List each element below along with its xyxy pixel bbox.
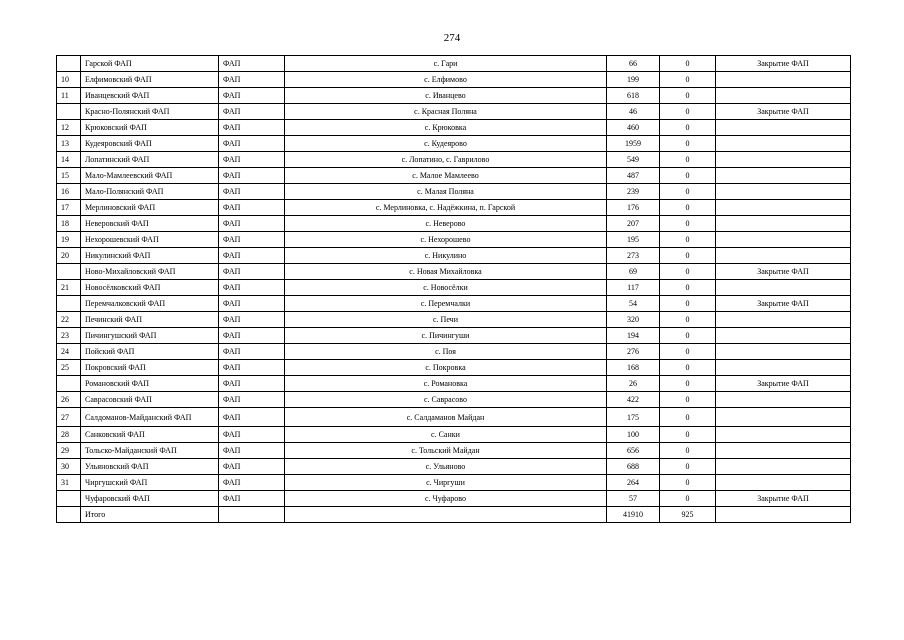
count-cell: 0 (660, 168, 716, 184)
facility-type-cell: ФАП (219, 200, 285, 216)
population-cell: 1959 (607, 136, 660, 152)
table-row (57, 152, 851, 168)
facility-name-cell: Саврасовский ФАП (81, 392, 219, 408)
row-number-cell: 30 (57, 459, 81, 475)
row-number-cell: 12 (57, 120, 81, 136)
settlement-cell: с. Мерлиновка, с. Надёжкина, п. Гарской (285, 200, 607, 216)
table-row (57, 232, 851, 248)
table-row (57, 200, 851, 216)
note-cell (716, 88, 851, 104)
facility-type-cell: ФАП (219, 280, 285, 296)
row-number-cell: 20 (57, 248, 81, 264)
facility-type-cell: ФАП (219, 232, 285, 248)
note-cell (716, 360, 851, 376)
population-cell: 100 (607, 427, 660, 443)
note-cell: Закрытие ФАП (716, 56, 851, 72)
settlement-cell: с. Елфимово (285, 72, 607, 88)
settlement-cell: с. Пичингуши (285, 328, 607, 344)
facility-name-cell: Пойский ФАП (81, 344, 219, 360)
row-number-cell (57, 104, 81, 120)
settlement-cell: с. Лопатино, с. Гаврилово (285, 152, 607, 168)
facility-type-cell: ФАП (219, 216, 285, 232)
facility-type-cell: ФАП (219, 312, 285, 328)
table-row (57, 136, 851, 152)
facility-type-cell: ФАП (219, 88, 285, 104)
count-cell: 0 (660, 264, 716, 280)
facility-type-cell: ФАП (219, 248, 285, 264)
row-number-cell: 14 (57, 152, 81, 168)
row-number-cell: 31 (57, 475, 81, 491)
table-row (57, 507, 851, 523)
table-row (57, 491, 851, 507)
settlement-cell: с. Кудеярово (285, 136, 607, 152)
population-cell: 460 (607, 120, 660, 136)
note-cell (716, 507, 851, 523)
facility-type-cell: ФАП (219, 344, 285, 360)
facility-name-cell: Гарской ФАП (81, 56, 219, 72)
facility-name-cell: Мало-Мамлеевский ФАП (81, 168, 219, 184)
fap-table-body (57, 56, 851, 523)
table-row (57, 328, 851, 344)
note-cell (716, 280, 851, 296)
row-number-cell (57, 296, 81, 312)
settlement-cell: с. Гари (285, 56, 607, 72)
population-cell: 69 (607, 264, 660, 280)
table-row (57, 184, 851, 200)
count-cell: 0 (660, 88, 716, 104)
facility-type-cell: ФАП (219, 427, 285, 443)
facility-type-cell: ФАП (219, 264, 285, 280)
settlement-cell: с. Нехорошево (285, 232, 607, 248)
fap-table (56, 55, 851, 523)
settlement-cell: с. Покровка (285, 360, 607, 376)
count-cell: 0 (660, 56, 716, 72)
note-cell: Закрытие ФАП (716, 264, 851, 280)
count-cell: 0 (660, 72, 716, 88)
count-cell: 0 (660, 216, 716, 232)
population-cell: 239 (607, 184, 660, 200)
population-cell: 320 (607, 312, 660, 328)
facility-name-cell: Елфимовский ФАП (81, 72, 219, 88)
settlement-cell: с. Красная Поляна (285, 104, 607, 120)
table-row (57, 248, 851, 264)
note-cell (716, 427, 851, 443)
note-cell (716, 72, 851, 88)
facility-name-cell: Салдоманов-Майданский ФАП (81, 408, 219, 427)
note-cell (716, 392, 851, 408)
row-number-cell: 15 (57, 168, 81, 184)
settlement-cell: с. Малая Поляна (285, 184, 607, 200)
note-cell: Закрытие ФАП (716, 376, 851, 392)
facility-name-cell: Покровский ФАП (81, 360, 219, 376)
facility-name-cell: Неверовский ФАП (81, 216, 219, 232)
settlement-cell: с. Чуфарово (285, 491, 607, 507)
page-number: 274 (443, 32, 461, 44)
row-number-cell: 17 (57, 200, 81, 216)
population-cell: 656 (607, 443, 660, 459)
population-cell: 26 (607, 376, 660, 392)
note-cell (716, 200, 851, 216)
table-row (57, 459, 851, 475)
count-cell: 0 (660, 296, 716, 312)
facility-type-cell: ФАП (219, 360, 285, 376)
table-row (57, 168, 851, 184)
settlement-cell (285, 507, 607, 523)
facility-name-cell: Мало-Полянский ФАП (81, 184, 219, 200)
population-cell: 117 (607, 280, 660, 296)
population-cell: 422 (607, 392, 660, 408)
row-number-cell: 25 (57, 360, 81, 376)
facility-name-cell: Чуфаровский ФАП (81, 491, 219, 507)
table-row (57, 344, 851, 360)
population-cell: 487 (607, 168, 660, 184)
note-cell (716, 459, 851, 475)
count-cell: 0 (660, 408, 716, 427)
facility-type-cell (219, 507, 285, 523)
population-cell: 176 (607, 200, 660, 216)
count-cell: 0 (660, 491, 716, 507)
note-cell (716, 232, 851, 248)
table-row (57, 216, 851, 232)
population-cell: 168 (607, 360, 660, 376)
note-cell (716, 312, 851, 328)
table-row (57, 104, 851, 120)
table-row (57, 56, 851, 72)
facility-name-cell: Нехорошевский ФАП (81, 232, 219, 248)
row-number-cell: 22 (57, 312, 81, 328)
facility-name-cell: Ново-Михайловский ФАП (81, 264, 219, 280)
facility-name-cell: Иванцевский ФАП (81, 88, 219, 104)
facility-name-cell: Мерлиновский ФАП (81, 200, 219, 216)
facility-name-cell: Пичингушский ФАП (81, 328, 219, 344)
row-number-cell (57, 491, 81, 507)
row-number-cell: 27 (57, 408, 81, 427)
count-cell: 0 (660, 459, 716, 475)
note-cell (716, 408, 851, 427)
settlement-cell: с. Тольский Майдан (285, 443, 607, 459)
facility-type-cell: ФАП (219, 392, 285, 408)
row-number-cell: 16 (57, 184, 81, 200)
facility-type-cell: ФАП (219, 168, 285, 184)
table-row (57, 408, 851, 427)
note-cell (716, 168, 851, 184)
row-number-cell: 26 (57, 392, 81, 408)
note-cell (716, 344, 851, 360)
note-cell (716, 120, 851, 136)
row-number-cell: 19 (57, 232, 81, 248)
population-cell: 175 (607, 408, 660, 427)
count-cell: 0 (660, 360, 716, 376)
note-cell: Закрытие ФАП (716, 104, 851, 120)
population-cell: 194 (607, 328, 660, 344)
count-cell: 925 (660, 507, 716, 523)
note-cell (716, 248, 851, 264)
facility-type-cell: ФАП (219, 104, 285, 120)
note-cell (716, 184, 851, 200)
settlement-cell: с. Малое Мамлеево (285, 168, 607, 184)
facility-type-cell: ФАП (219, 328, 285, 344)
facility-name-cell: Перемчалковский ФАП (81, 296, 219, 312)
note-cell (716, 475, 851, 491)
row-number-cell: 23 (57, 328, 81, 344)
facility-type-cell: ФАП (219, 120, 285, 136)
settlement-cell: с. Чиргуши (285, 475, 607, 491)
table-row (57, 392, 851, 408)
row-number-cell: 24 (57, 344, 81, 360)
row-number-cell (57, 507, 81, 523)
count-cell: 0 (660, 136, 716, 152)
row-number-cell: 11 (57, 88, 81, 104)
facility-name-cell: Санковский ФАП (81, 427, 219, 443)
table-row (57, 88, 851, 104)
population-cell: 688 (607, 459, 660, 475)
row-number-cell (57, 376, 81, 392)
settlement-cell: с. Романовка (285, 376, 607, 392)
note-cell (716, 328, 851, 344)
facility-type-cell: ФАП (219, 184, 285, 200)
facility-type-cell: ФАП (219, 296, 285, 312)
population-cell: 207 (607, 216, 660, 232)
facility-name-cell: Новосёлковский ФАП (81, 280, 219, 296)
facility-type-cell: ФАП (219, 443, 285, 459)
facility-type-cell: ФАП (219, 152, 285, 168)
population-cell: 264 (607, 475, 660, 491)
row-number-cell: 10 (57, 72, 81, 88)
settlement-cell: с. Новая Михайловка (285, 264, 607, 280)
settlement-cell: с. Салдаманов Майдан (285, 408, 607, 427)
settlement-cell: с. Никулино (285, 248, 607, 264)
row-number-cell: 18 (57, 216, 81, 232)
table-row (57, 360, 851, 376)
facility-type-cell: ФАП (219, 72, 285, 88)
table-row (57, 427, 851, 443)
settlement-cell: с. Перемчалки (285, 296, 607, 312)
facility-name-cell: Итого (81, 507, 219, 523)
note-cell: Закрытие ФАП (716, 296, 851, 312)
count-cell: 0 (660, 475, 716, 491)
count-cell: 0 (660, 152, 716, 168)
facility-name-cell: Крюковский ФАП (81, 120, 219, 136)
table-row (57, 312, 851, 328)
row-number-cell: 29 (57, 443, 81, 459)
note-cell: Закрытие ФАП (716, 491, 851, 507)
count-cell: 0 (660, 120, 716, 136)
facility-name-cell: Красно-Полянский ФАП (81, 104, 219, 120)
count-cell: 0 (660, 232, 716, 248)
table-row (57, 475, 851, 491)
count-cell: 0 (660, 376, 716, 392)
table-row (57, 72, 851, 88)
facility-name-cell: Кудеяровский ФАП (81, 136, 219, 152)
row-number-cell: 13 (57, 136, 81, 152)
count-cell: 0 (660, 427, 716, 443)
row-number-cell (57, 56, 81, 72)
table-row (57, 296, 851, 312)
row-number-cell: 21 (57, 280, 81, 296)
settlement-cell: с. Санки (285, 427, 607, 443)
facility-type-cell: ФАП (219, 56, 285, 72)
count-cell: 0 (660, 184, 716, 200)
population-cell: 54 (607, 296, 660, 312)
population-cell: 273 (607, 248, 660, 264)
facility-type-cell: ФАП (219, 376, 285, 392)
table-row (57, 376, 851, 392)
settlement-cell: с. Иванцево (285, 88, 607, 104)
population-cell: 46 (607, 104, 660, 120)
count-cell: 0 (660, 248, 716, 264)
population-cell: 66 (607, 56, 660, 72)
table-row (57, 443, 851, 459)
facility-name-cell: Лопатинский ФАП (81, 152, 219, 168)
population-cell: 618 (607, 88, 660, 104)
population-cell: 57 (607, 491, 660, 507)
facility-type-cell: ФАП (219, 475, 285, 491)
population-cell: 195 (607, 232, 660, 248)
facility-type-cell: ФАП (219, 136, 285, 152)
count-cell: 0 (660, 443, 716, 459)
facility-name-cell: Тольско-Майданский ФАП (81, 443, 219, 459)
note-cell (716, 443, 851, 459)
settlement-cell: с. Саврасово (285, 392, 607, 408)
count-cell: 0 (660, 104, 716, 120)
count-cell: 0 (660, 344, 716, 360)
count-cell: 0 (660, 312, 716, 328)
facility-name-cell: Печинский ФАП (81, 312, 219, 328)
facility-type-cell: ФАП (219, 408, 285, 427)
count-cell: 0 (660, 200, 716, 216)
settlement-cell: с. Поя (285, 344, 607, 360)
settlement-cell: с. Ульяново (285, 459, 607, 475)
population-cell: 199 (607, 72, 660, 88)
count-cell: 0 (660, 280, 716, 296)
facility-name-cell: Чиргушский ФАП (81, 475, 219, 491)
facility-name-cell: Ульяновский ФАП (81, 459, 219, 475)
note-cell (716, 216, 851, 232)
facility-type-cell: ФАП (219, 491, 285, 507)
facility-name-cell: Романовский ФАП (81, 376, 219, 392)
table-row (57, 264, 851, 280)
settlement-cell: с. Крюковка (285, 120, 607, 136)
count-cell: 0 (660, 392, 716, 408)
population-cell: 276 (607, 344, 660, 360)
note-cell (716, 136, 851, 152)
population-cell: 549 (607, 152, 660, 168)
table-row (57, 280, 851, 296)
count-cell: 0 (660, 328, 716, 344)
facility-type-cell: ФАП (219, 459, 285, 475)
settlement-cell: с. Печи (285, 312, 607, 328)
settlement-cell: с. Новосёлки (285, 280, 607, 296)
population-cell: 41910 (607, 507, 660, 523)
row-number-cell: 28 (57, 427, 81, 443)
note-cell (716, 152, 851, 168)
row-number-cell (57, 264, 81, 280)
settlement-cell: с. Неверово (285, 216, 607, 232)
facility-name-cell: Никулинский ФАП (81, 248, 219, 264)
table-row (57, 120, 851, 136)
